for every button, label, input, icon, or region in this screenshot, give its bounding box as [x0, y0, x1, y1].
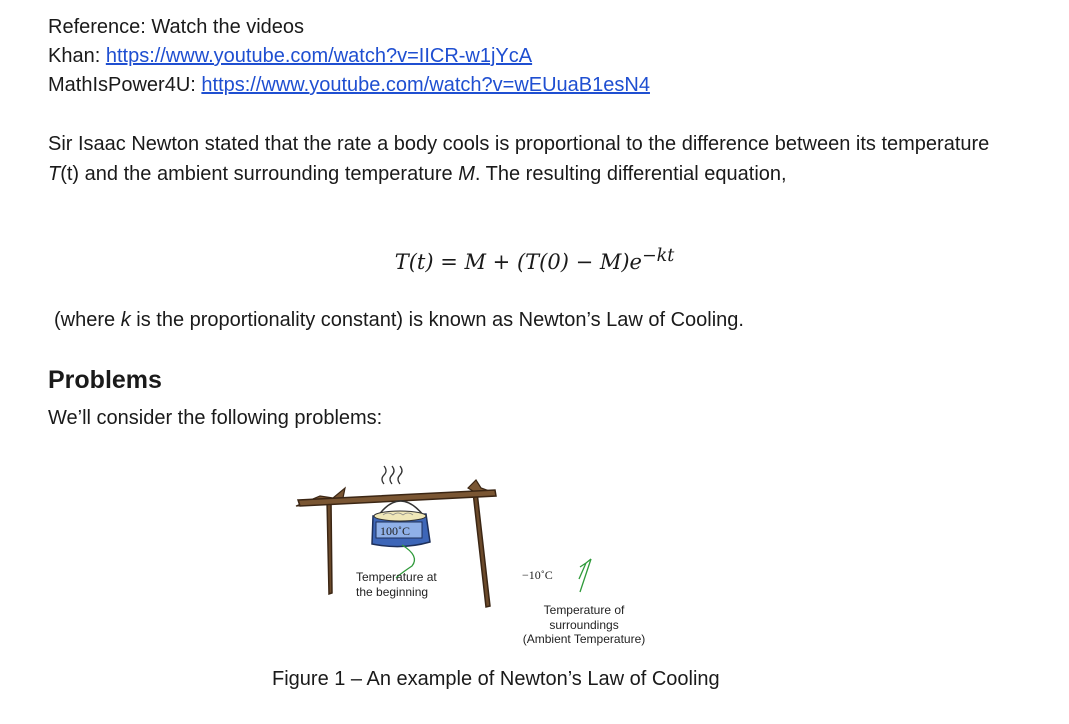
steam-icon: [390, 466, 394, 484]
surround-label-3: (Ambient Temperature): [522, 632, 646, 646]
steam-icon: [398, 466, 402, 484]
surround-label-2: surroundings: [549, 618, 619, 632]
crossbar: [298, 490, 496, 506]
pot-contents: [374, 511, 426, 521]
surround-label-1: Temperature of: [543, 603, 625, 617]
khan-label: Khan:: [48, 45, 106, 67]
mip-link[interactable]: https://www.youtube.com/watch?v=wEUuaB1esN4: [201, 74, 650, 96]
khan-link[interactable]: https://www.youtube.com/watch?v=IICR-w1jYcA: [105, 45, 533, 67]
ambient-temperature: −10˚C: [522, 568, 553, 582]
intro-paragraph: Sir Isaac Newton stated that the rate a body cools is proportional to the difference between its temperature T(t) and the ambient surrounding temperature M. The resulting differential equation,: [48, 133, 990, 185]
equation-body: T(t) = M + (T(0) − M)e: [394, 250, 642, 274]
where-paragraph: (where k is the proportionality constant) is known as Newton’s Law of Cooling.: [54, 309, 744, 331]
figure-caption: Figure 1 – An example of Newton’s Law of Cooling: [272, 668, 720, 690]
steam-icon: [382, 466, 386, 484]
equation-exponent: −kt: [641, 246, 675, 266]
pot-temperature: 100˚C: [380, 524, 410, 538]
begin-label-1: Temperature at: [356, 570, 437, 584]
mip-label: MathIsPower4U:: [48, 74, 202, 96]
problems-intro: We’ll consider the following problems:: [48, 407, 383, 429]
left-post: [327, 500, 332, 594]
begin-label-2: the beginning: [356, 585, 429, 599]
right-post: [473, 492, 490, 607]
reference-title: Reference: Watch the videos: [48, 16, 305, 38]
problems-heading: Problems: [48, 366, 162, 394]
